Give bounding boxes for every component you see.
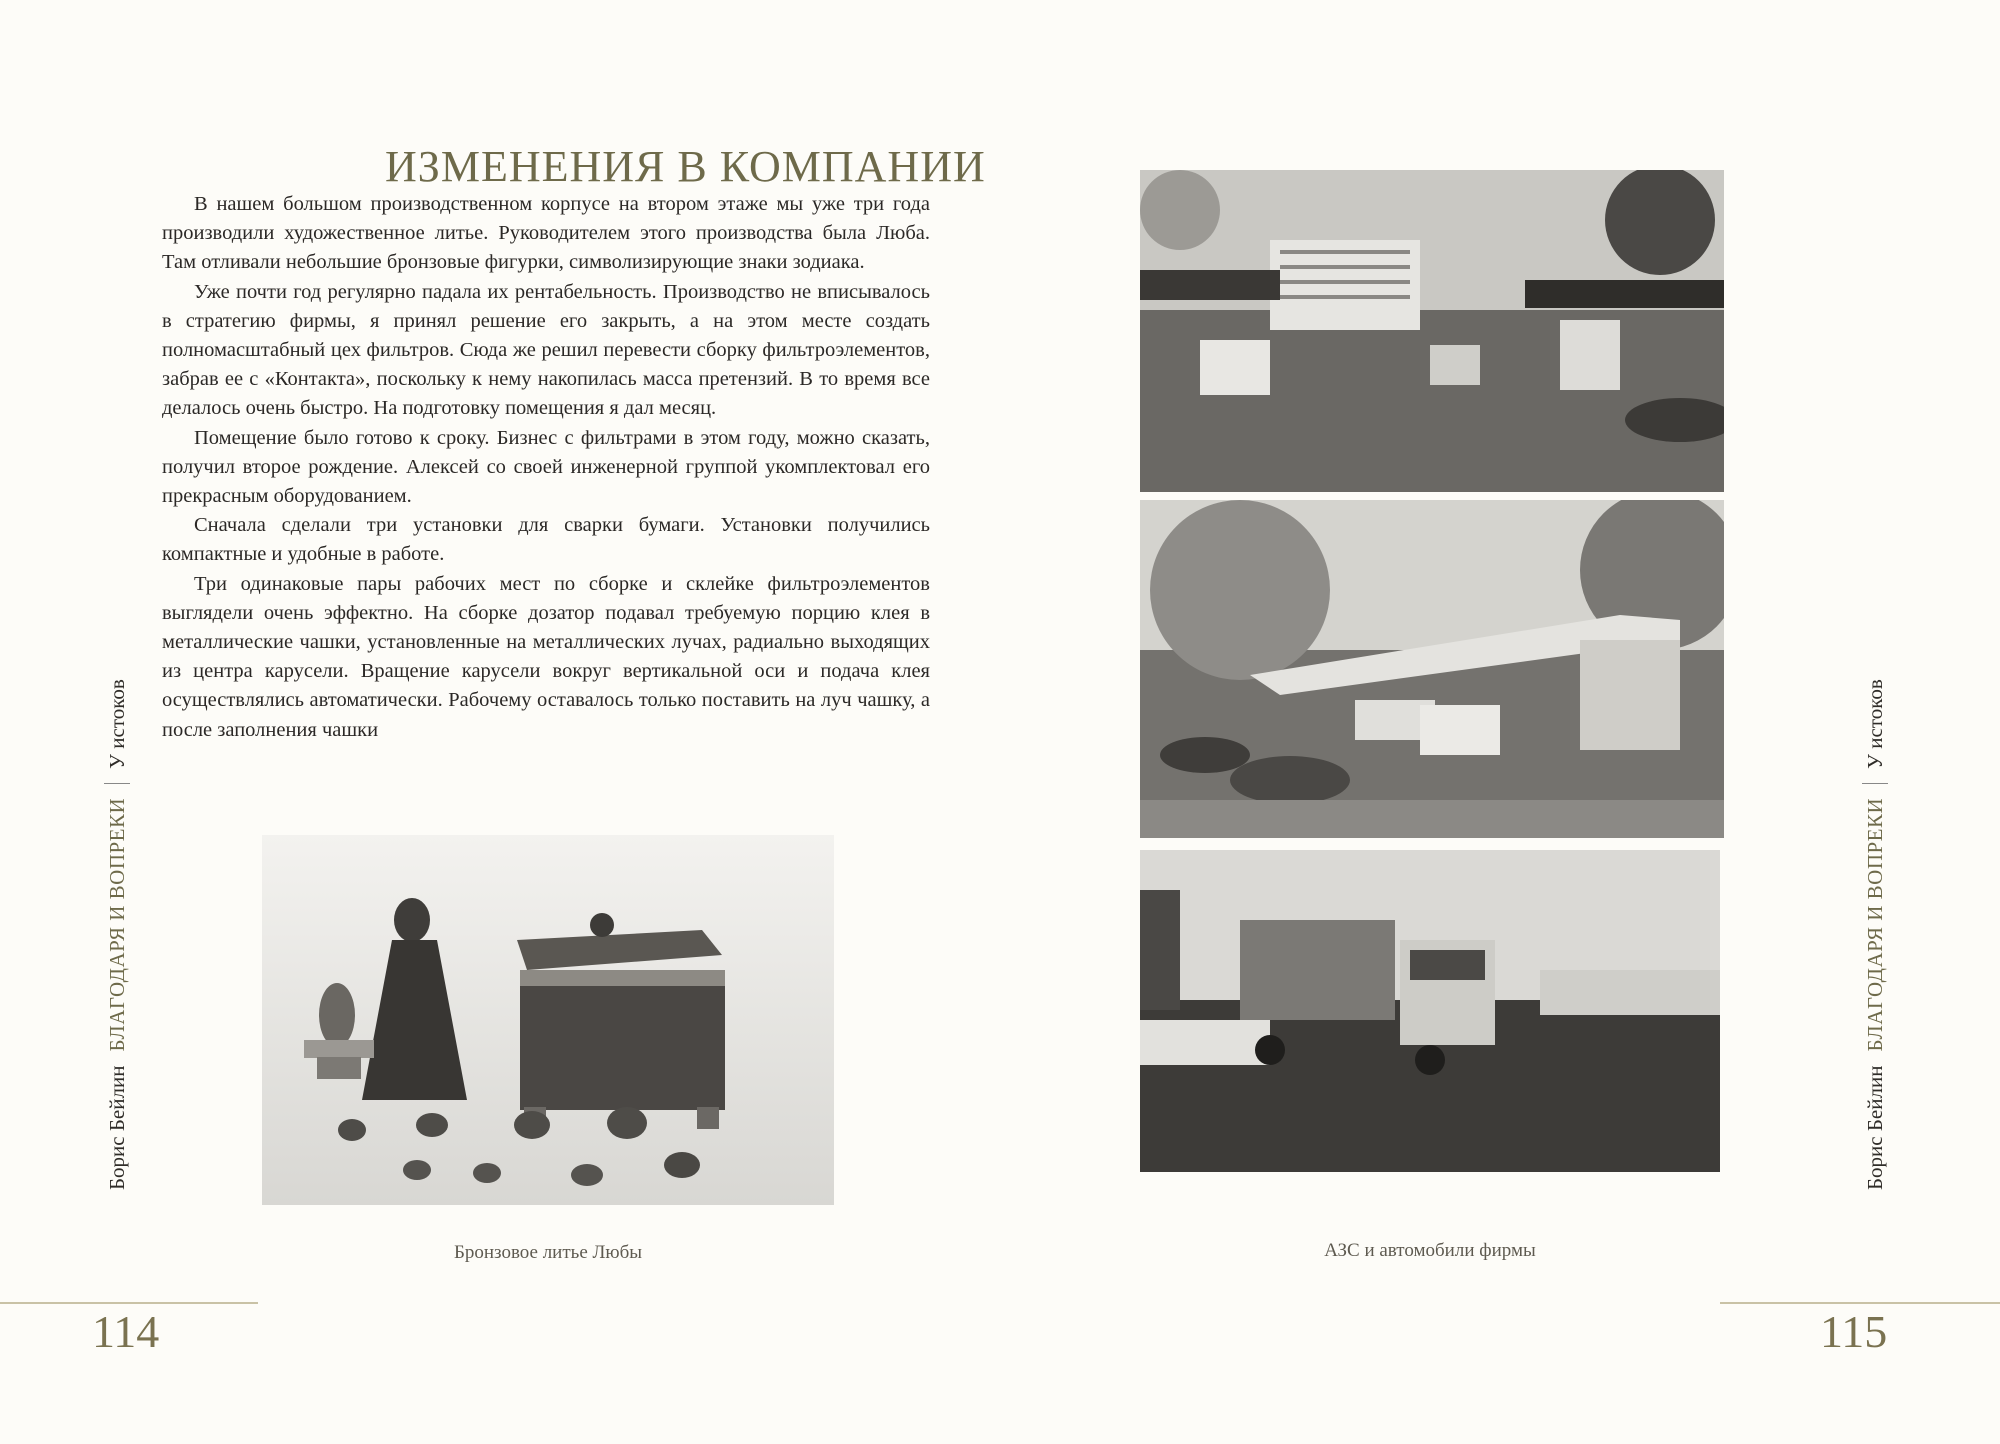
photo-caption: Бронзовое литье Любы: [453, 1242, 643, 1263]
running-head: [1862, 679, 1888, 1190]
paragraph: Сначала сделали три установки для сварки бумаги. Установки получились компактные и удобные в работе.: [162, 514, 930, 566]
page-number: 115: [1820, 1306, 1888, 1357]
paragraph: Три одинаковые пары рабочих мест по сборке и склейке фильтроэлементов выглядели очень эффектно. На сборке дозатор подавал требуемую порцию клея в металлические чашки, установленные на металлических лучах, радиально выходящих из центра карусели. Вращение карусели вокруг вертикальной оси и подача клея осуществлялись автоматически. Рабочему оставалось только поставить на луч чашку, а после заполнения чашки: [162, 572, 930, 741]
paragraph: Помещение было готово к сроку. Бизнес с фильтрами в этом году, можно сказать, получил второе рождение. Алексей со своей инженерной группой укомплектовал его прекрасным оборудованием.: [162, 426, 930, 508]
fuel-canopy-photo: [1140, 500, 1724, 838]
book-title: БЛАГОДАРЯ И ВОПРЕКИ: [104, 797, 129, 1052]
book-title: БЛАГОДАРЯ И ВОПРЕКИ: [1862, 797, 1887, 1052]
gas-station-photo: [1140, 170, 1724, 492]
running-head: [104, 679, 130, 1190]
paragraph: В нашем большом производственном корпусе на втором этаже мы уже три года производили художественное литье. Руководителем этого производства была Люба. Там отливали небольшие бронзовые фигурки, символизирующие знаки зодиака.: [162, 193, 930, 274]
page-rule: [1720, 1302, 2000, 1304]
photo-caption: АЗС и автомобили фирмы: [1324, 1240, 1536, 1261]
divider: [104, 783, 130, 784]
body-text: [162, 190, 930, 745]
bronze-casting-photo: [262, 835, 834, 1205]
paragraph: Уже почти год регулярно падала их рентабельность. Производство не вписывалось в стратегию фирмы, я принял решение его закрыть, а на этом месте создать полномасштабный цех фильтров. Сюда же решил перевести сборку фильтроэлементов, забрав ее с «Контакта», поскольку к нему накопилась масса претензий. В то время все делалось очень быстро. На подготовку помещения я дал месяц.: [162, 280, 930, 420]
chapter-title: ИЗМЕНЕНИЯ В КОМПАНИИ: [385, 142, 986, 192]
chapter-name: У истоков: [1862, 679, 1887, 769]
trucks-photo: [1140, 850, 1720, 1172]
page-rule: [0, 1302, 258, 1304]
divider: [1862, 783, 1888, 784]
right-page: [1000, 0, 2000, 1444]
author-name: Борис Бейлин: [104, 1065, 129, 1190]
page-number: 114: [92, 1306, 160, 1357]
author-name: Борис Бейлин: [1862, 1065, 1887, 1190]
chapter-name: У истоков: [104, 679, 129, 769]
